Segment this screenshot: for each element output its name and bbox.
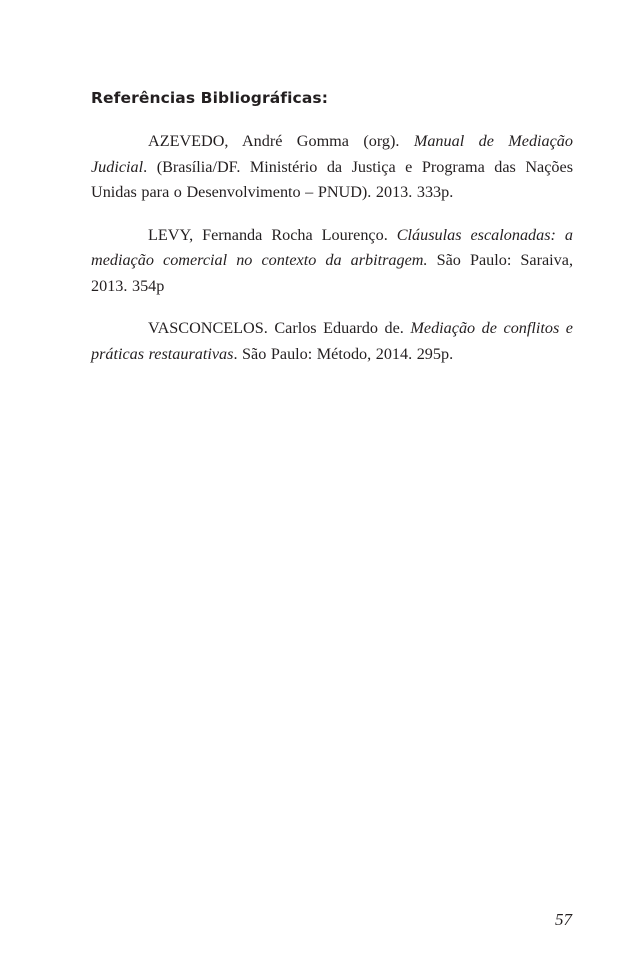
reference-details: São Paulo: Saraiva, 2013. 354p — [91, 251, 573, 295]
reference-entry-vasconcelos — [91, 316, 573, 367]
reference-details: . São Paulo: Método, 2014. 295p. — [233, 344, 454, 363]
reference-entry-azevedo — [91, 129, 573, 206]
page-number: 57 — [555, 910, 572, 929]
reference-author: VASCONCELOS. Carlos Eduardo de. — [148, 319, 411, 337]
reference-list — [91, 129, 573, 384]
reference-title: Cláusulas escalonadas: a mediação comercial no contexto da arbitragem. — [91, 225, 573, 269]
reference-title: Mediação de conflitos e práticas restaurativas — [91, 319, 573, 363]
reference-title: Manual de Mediação Judicial — [91, 132, 573, 176]
section-heading: Referências Bibliográficas: — [91, 89, 329, 107]
reference-details: . (Brasília/DF. Ministério da Justiça e Programa das Nações Unidas para o Desenvolvimento – PNUD). 2013. 333p. — [91, 157, 573, 201]
reference-entry-levy — [91, 223, 573, 300]
reference-author: LEVY, Fernanda Rocha Lourenço. — [148, 225, 397, 244]
reference-author: AZEVEDO, André Gomma (org). — [148, 132, 414, 150]
